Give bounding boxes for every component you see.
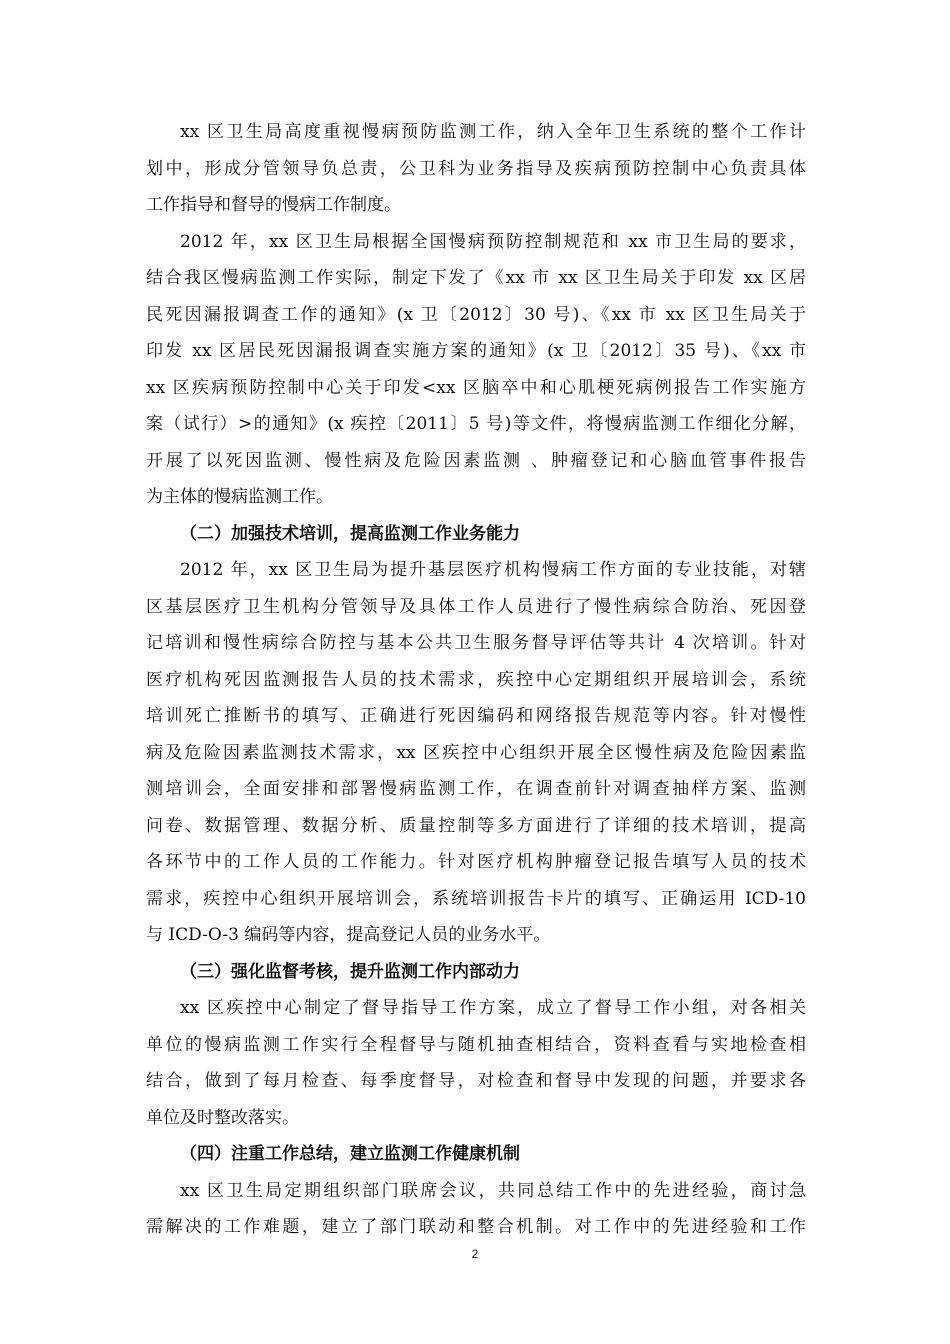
paragraph-line: 培训死亡推断书的填写、正确进行死因编码和网络报告规范等内容。针对慢性 <box>146 706 806 726</box>
paragraph-line: 单位的慢病监测工作实行全程督导与随机抽查相结合，资料查看与实地检查相 <box>146 1034 806 1055</box>
paragraph-line: xx 区疾控中心制定了督导指导工作方案，成立了督导工作小组，对各相关 <box>180 998 806 1018</box>
section-heading: （二）加强技术培训，提高监测工作业务能力 <box>180 523 520 544</box>
paragraph-line: 需求，疾控中心组织开展培训会，系统培训报告卡片的填写、正确运用 ICD-10 <box>146 888 806 909</box>
page-number: 2 <box>471 1247 479 1261</box>
paragraph-line: xx 区疾病预防控制中心关于印发<xx 区脑卒中和心肌梗死病例报告工作实施方 <box>146 377 806 398</box>
paragraph-line: 测培训会，全面安排和部署慢病监测工作，在调查前针对调查抽样方案、监测 <box>146 779 806 799</box>
paragraph-line: 与 ICD-O-3 编码等内容，提高登记人员的业务水平。 <box>146 925 551 945</box>
paragraph-line: 工作指导和督导的慢病工作制度。 <box>146 195 401 215</box>
paragraph-line: 为主体的慢病监测工作。 <box>146 487 333 507</box>
paragraph-line: 结合，做到了每月检查、每季度督导，对检查和督导中发现的问题，并要求各 <box>146 1071 806 1091</box>
paragraph-line: 单位及时整改落实。 <box>146 1107 299 1128</box>
paragraph-line: 各环节中的工作人员的工作能力。针对医疗机构肿瘤登记报告填写人员的技术 <box>146 852 806 872</box>
paragraph-line: 医疗机构死因监测报告人员的技术需求，疾控中心定期组织开展培训会，系统 <box>146 669 806 690</box>
paragraph-line: xx 区卫生局高度重视慢病预防监测工作，纳入全年卫生系统的整个工作计 <box>180 122 806 142</box>
section-heading: （四）注重工作总结，建立监测工作健康机制 <box>180 1144 520 1164</box>
paragraph-line: 结合我区慢病监测工作实际，制定下发了《xx 市 xx 区卫生局关于印发 xx 区居 <box>146 268 806 288</box>
paragraph-line: 区基层医疗卫生机构分管领导及具体工作人员进行了慢性病综合防治、死因登 <box>146 596 806 617</box>
section-heading: （三）强化监督考核，提升监测工作内部动力 <box>180 961 520 982</box>
paragraph-line: 问卷、数据管理、数据分析、质量控制等多方面进行了详细的技术培训，提高 <box>146 815 806 836</box>
document-body <box>146 114 806 1246</box>
paragraph-line: 2012 年，xx 区卫生局根据全国慢病预防控制规范和 xx 市卫生局的要求， <box>180 231 806 252</box>
paragraph-line: 2012 年，xx 区卫生局为提升基层医疗机构慢病工作方面的专业技能，对辖 <box>180 560 806 580</box>
paragraph-line: 划中，形成分管领导负总责，公卫科为业务指导及疾病预防控制中心负责具体 <box>146 158 806 179</box>
paragraph-line: xx 区卫生局定期组织部门联席会议，共同总结工作中的先进经验，商讨急 <box>180 1180 806 1201</box>
paragraph-line: 印发 xx 区居民死因漏报调查实施方案的通知》(x 卫〔2012〕35 号)、《xx 市 <box>146 341 806 361</box>
paragraph-line: 民死因漏报调查工作的通知》(x 卫〔2012〕30 号)、《xx 市 xx 区卫生局关于 <box>146 304 806 325</box>
paragraph-line: 开展了以死因监测、慢性病及危险因素监测 、肿瘤登记和心脑血管事件报告 <box>146 450 806 471</box>
paragraph-line: 记培训和慢性病综合防控与基本公共卫生服务督导评估等共计 4 次培训。针对 <box>146 633 806 653</box>
paragraph-line: 病及危险因素监测技术需求，xx 区疾控中心组织开展全区慢性病及危险因素监 <box>146 742 806 763</box>
paragraph-line: 需解决的工作难题，建立了部门联动和整合机制。对工作中的先进经验和工作 <box>146 1217 806 1237</box>
paragraph-line: 案（试行）>的通知》(x 疾控〔2011〕5 号)等文件，将慢病监测工作细化分解， <box>146 414 806 434</box>
